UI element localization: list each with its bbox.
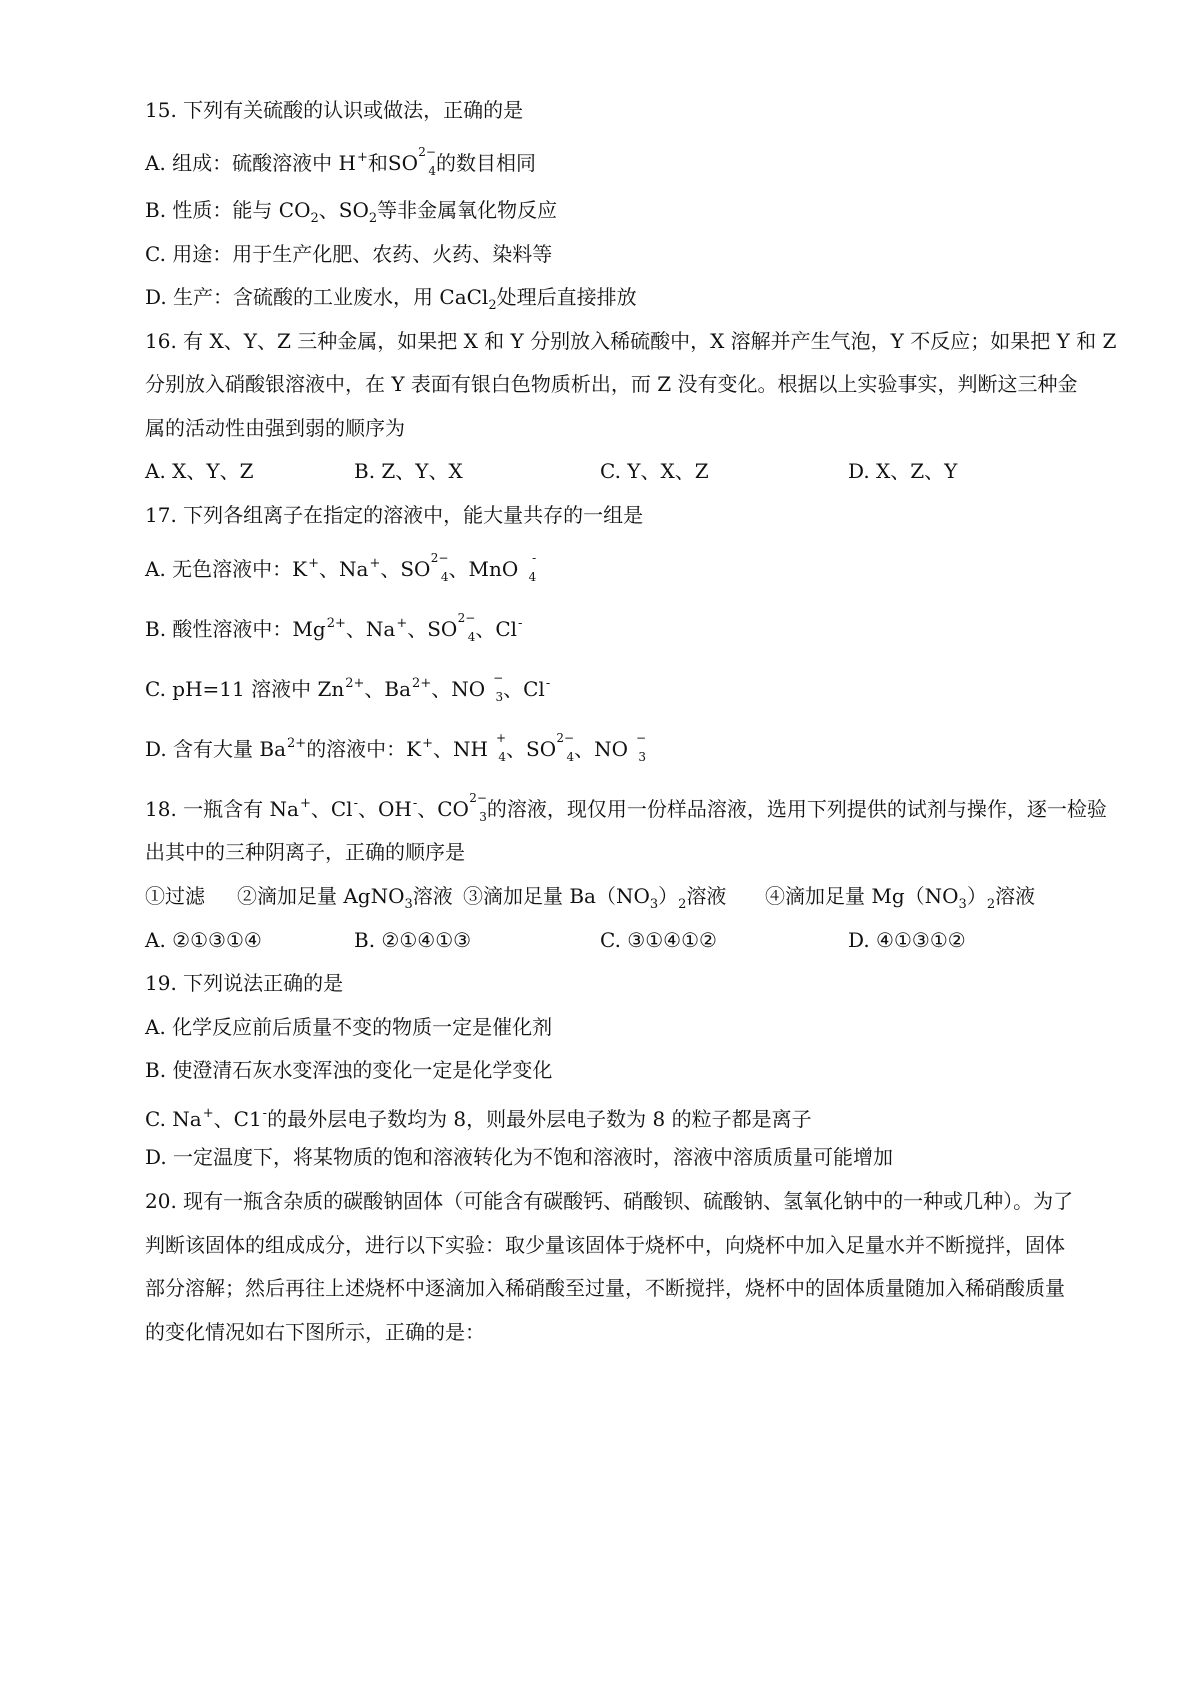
q15-option-c: C. 用途：用于生产化肥、农药、火药、染料等: [145, 242, 553, 266]
q17-option-a: A. 无色溶液中：K+、Na+、SO 2− 4 、MnO - 4: [145, 551, 537, 584]
q17-stem: 17. 下列各组离子在指定的溶液中，能大量共存的一组是: [145, 503, 644, 527]
q20-stem-line3: 部分溶解；然后再往上述烧杯中逐滴加入稀硝酸至过量，不断搅拌，烧杯中的固体质量随加入稀硝酸质量: [145, 1276, 1065, 1300]
q16-option-a: A. X、Y、Z: [145, 459, 254, 483]
q15-stem: 15. 下列有关硫酸的认识或做法，正确的是: [145, 98, 524, 122]
q16-stem-line3: 属的活动性由强到弱的顺序为: [145, 416, 405, 440]
q19-option-c: C. Na+、C1-的最外层电子数均为 8，则最外层电子数为 8 的粒子都是离子: [145, 1106, 812, 1131]
q15-option-a: A. 组成：硫酸溶液中 H+和SO 2− 4 的数目相同: [145, 145, 536, 178]
q20-stem-line4: 的变化情况如右下图所示，正确的是：: [145, 1320, 485, 1344]
q18-option-c: C. ③①④①②: [600, 928, 717, 952]
q17-option-d: D. 含有大量 $Ba^{2+}$的溶液中：K+、NH + 4 、SO 2− 4 、NO − 3: [145, 731, 647, 764]
q15-option-b: B. 性质：能与 $CO_2$、$SO_2$等非金属氧化物反应: [145, 198, 558, 226]
q20-stem-line1: 20. 现有一瓶含杂质的碳酸钠固体（可能含有碳酸钙、硝酸钡、硫酸钠、氢氧化钠中的一种或几种）。为了: [145, 1189, 1074, 1213]
q16-option-d: D. X、Z、Y: [848, 459, 958, 483]
q15-option-d: D. 生产：含硫酸的工业废水，用 CaCl$_2$处理后直接排放: [145, 285, 637, 313]
q18-stem-line1: 18. 一瓶含有 Na+、Cl-、OH-、CO 2− 3 的溶液，现仅用一份样品溶液，选用下列提供的试剂与操作，逐一检验: [145, 791, 1107, 824]
q20-stem-line2: 判断该固体的组成成分，进行以下实验：取少量该固体于烧杯中，向烧杯中加入足量水并不断搅拌，固体: [145, 1233, 1065, 1257]
q18-stem-line2: 出其中的三种阴离子，正确的顺序是: [145, 840, 465, 864]
q18-operation-2: ②滴加足量 AgNO$_3$溶液: [237, 884, 453, 912]
q18-option-b: B. ②①④①③: [354, 928, 472, 952]
q19-option-a: A. 化学反应前后质量不变的物质一定是催化剂: [145, 1015, 553, 1039]
q19-stem: 19. 下列说法正确的是: [145, 971, 344, 995]
q18-option-a: A. ②①③①④: [145, 928, 262, 952]
q17-option-b: B. 酸性溶液中：$Mg^{2+}$、Na+、SO 2− 4 、Cl-: [145, 611, 523, 644]
q16-stem-line1: 16. 有 X、Y、Z 三种金属，如果把 X 和 Y 分别放入稀硫酸中，X 溶解并产生气泡，Y 不反应；如果把 Y 和 Z: [145, 329, 1117, 353]
q16-option-c: C. Y、X、Z: [600, 459, 709, 483]
q18-operation-3: ③滴加足量 $Ba(NO_3)_2$溶液: [463, 884, 727, 912]
q18-option-d: D. ④①③①②: [848, 928, 966, 952]
q19-option-b: B. 使澄清石灰水变浑浊的变化一定是化学变化: [145, 1058, 553, 1082]
q17-option-c: C. pH=11 溶液中 $Zn^{2+}$、$Ba^{2+}$、NO − 3 、Cl-: [145, 671, 551, 704]
q19-option-d: D. 一定温度下，将某物质的饱和溶液转化为不饱和溶液时，溶液中溶质质量可能增加: [145, 1145, 894, 1169]
q16-option-b: B. Z、Y、X: [354, 459, 463, 483]
q18-operation-1: ①过滤: [145, 884, 205, 908]
q18-operation-4: ④滴加足量 $Mg(NO_3)_2$溶液: [765, 884, 1036, 912]
q16-stem-line2: 分别放入硝酸银溶液中，在 Y 表面有银白色物质析出，而 Z 没有变化。根据以上实验事实，判断这三种金: [145, 372, 1078, 396]
